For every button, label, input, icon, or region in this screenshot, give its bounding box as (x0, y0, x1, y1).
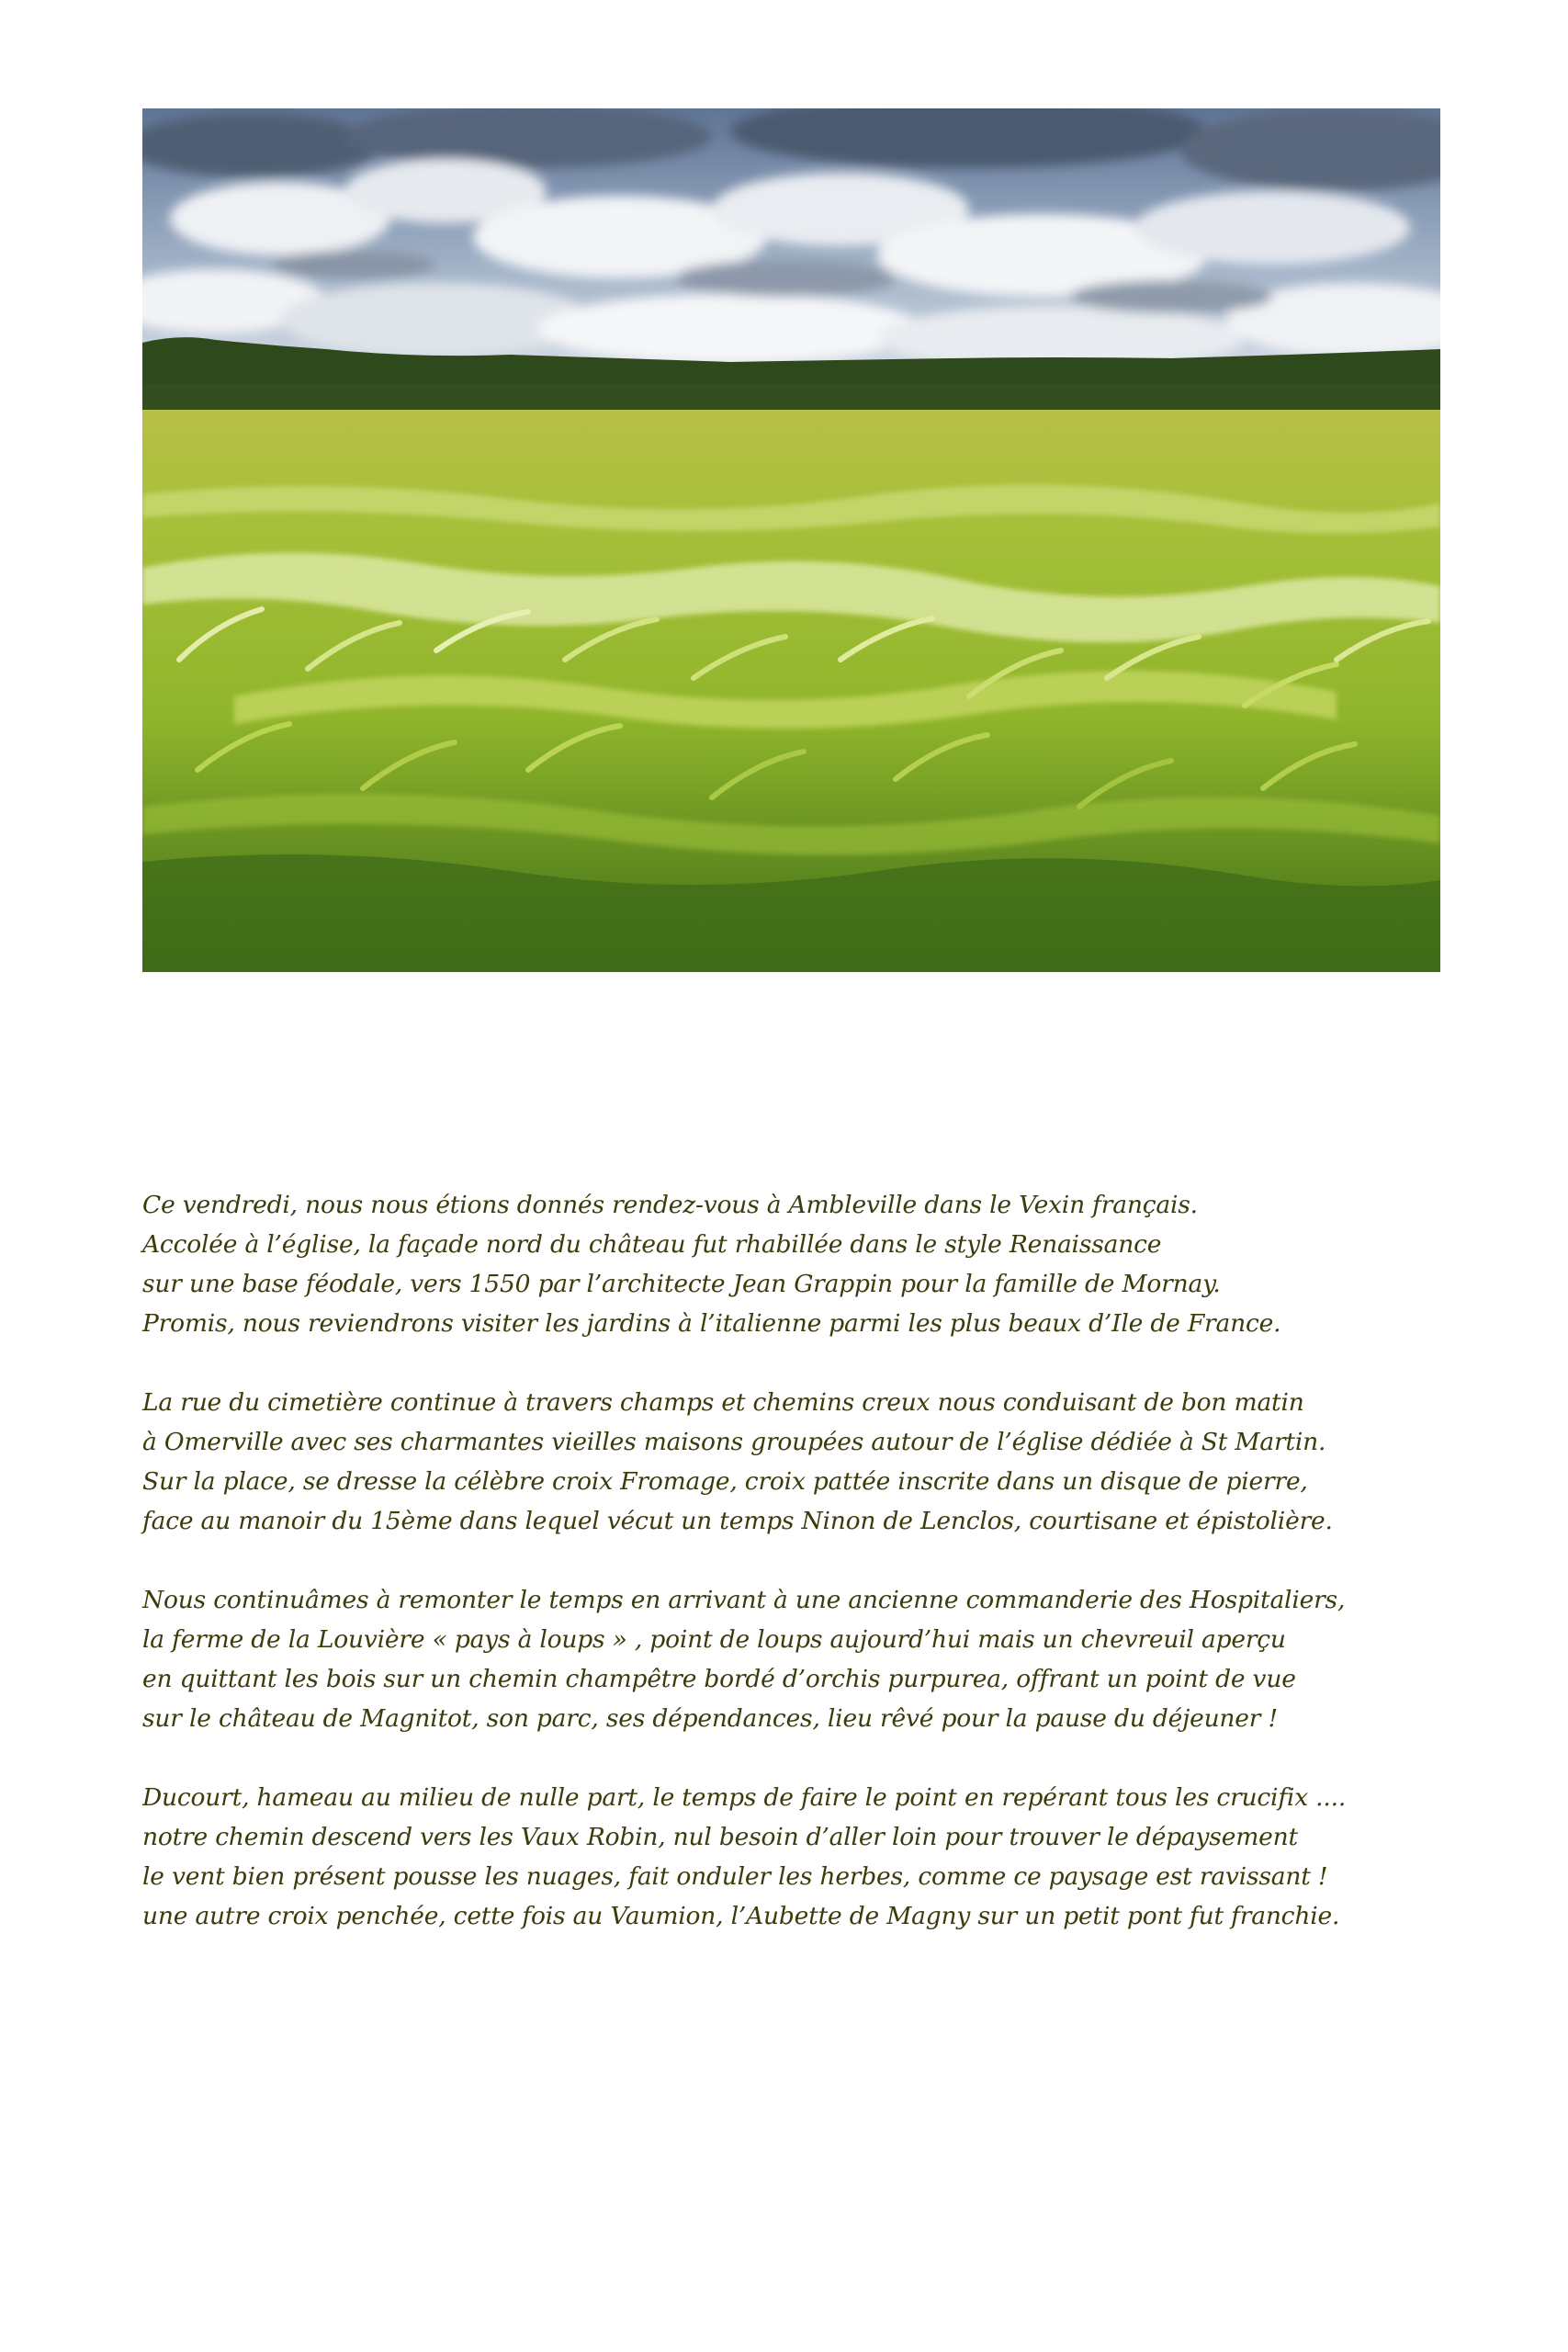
paragraph-ducourt (142, 1778, 1502, 1936)
text-line: Accolée à l’église, la façade nord du château fut rhabillée dans le style Renaissance (142, 1230, 1162, 1259)
text-line: une autre croix penchée, cette fois au Vaumion, l’Aubette de Magny sur un petit pont fut franchie. (142, 1902, 1340, 1930)
text-line: le vent bien présent pousse les nuages, fait onduler les herbes, comme ce paysage est ravissant ! (142, 1862, 1328, 1891)
text-line: sur le château de Magnitot, son parc, ses dépendances, lieu rêvé pour la pause du déjeuner ! (142, 1704, 1278, 1733)
text-line: face au manoir du 15ème dans lequel vécut un temps Ninon de Lenclos, courtisane et épistolière. (142, 1507, 1333, 1535)
text-line: à Omerville avec ses charmantes vieilles maisons groupées autour de l’église dédiée à St Martin. (142, 1428, 1326, 1456)
wheat-field-photo (142, 108, 1440, 972)
text-line: Nous continuâmes à remonter le temps en arrivant à une ancienne commanderie des Hospitaliers, (142, 1586, 1346, 1614)
text-line: en quittant les bois sur un chemin champêtre bordé d’orchis purpurea, offrant un point de vue (142, 1665, 1296, 1693)
text-line: La rue du cimetière continue à travers champs et chemins creux nous conduisant de bon matin (142, 1388, 1304, 1417)
paragraph-omerville (142, 1383, 1502, 1541)
paragraph-ambleville (142, 1185, 1502, 1343)
wheat-field-landscape-icon (142, 108, 1440, 972)
text-line: Promis, nous reviendrons visiter les jardins à l’italienne parmi les plus beaux d’Ile de France. (142, 1309, 1281, 1338)
text-line: notre chemin descend vers les Vaux Robin, nul besoin d’aller loin pour trouver le dépaysement (142, 1823, 1298, 1851)
text-line: sur une base féodale, vers 1550 par l’architecte Jean Grappin pour la famille de Mornay. (142, 1270, 1221, 1298)
text-line: Ce vendredi, nous nous étions donnés rendez-vous à Ambleville dans le Vexin français. (142, 1191, 1198, 1219)
text-line: Sur la place, se dresse la célèbre croix Fromage, croix pattée inscrite dans un disque de pierre, (142, 1467, 1308, 1496)
story-text (142, 1185, 1502, 1975)
clouds (142, 108, 1440, 370)
paragraph-louviere (142, 1580, 1502, 1738)
text-line: la ferme de la Louvière « pays à loups » , point de loups aujourd’hui mais un chevreuil aperçu (142, 1625, 1286, 1654)
text-line: Ducourt, hameau au milieu de nulle part, le temps de faire le point en repérant tous les crucifix .... (142, 1783, 1347, 1812)
